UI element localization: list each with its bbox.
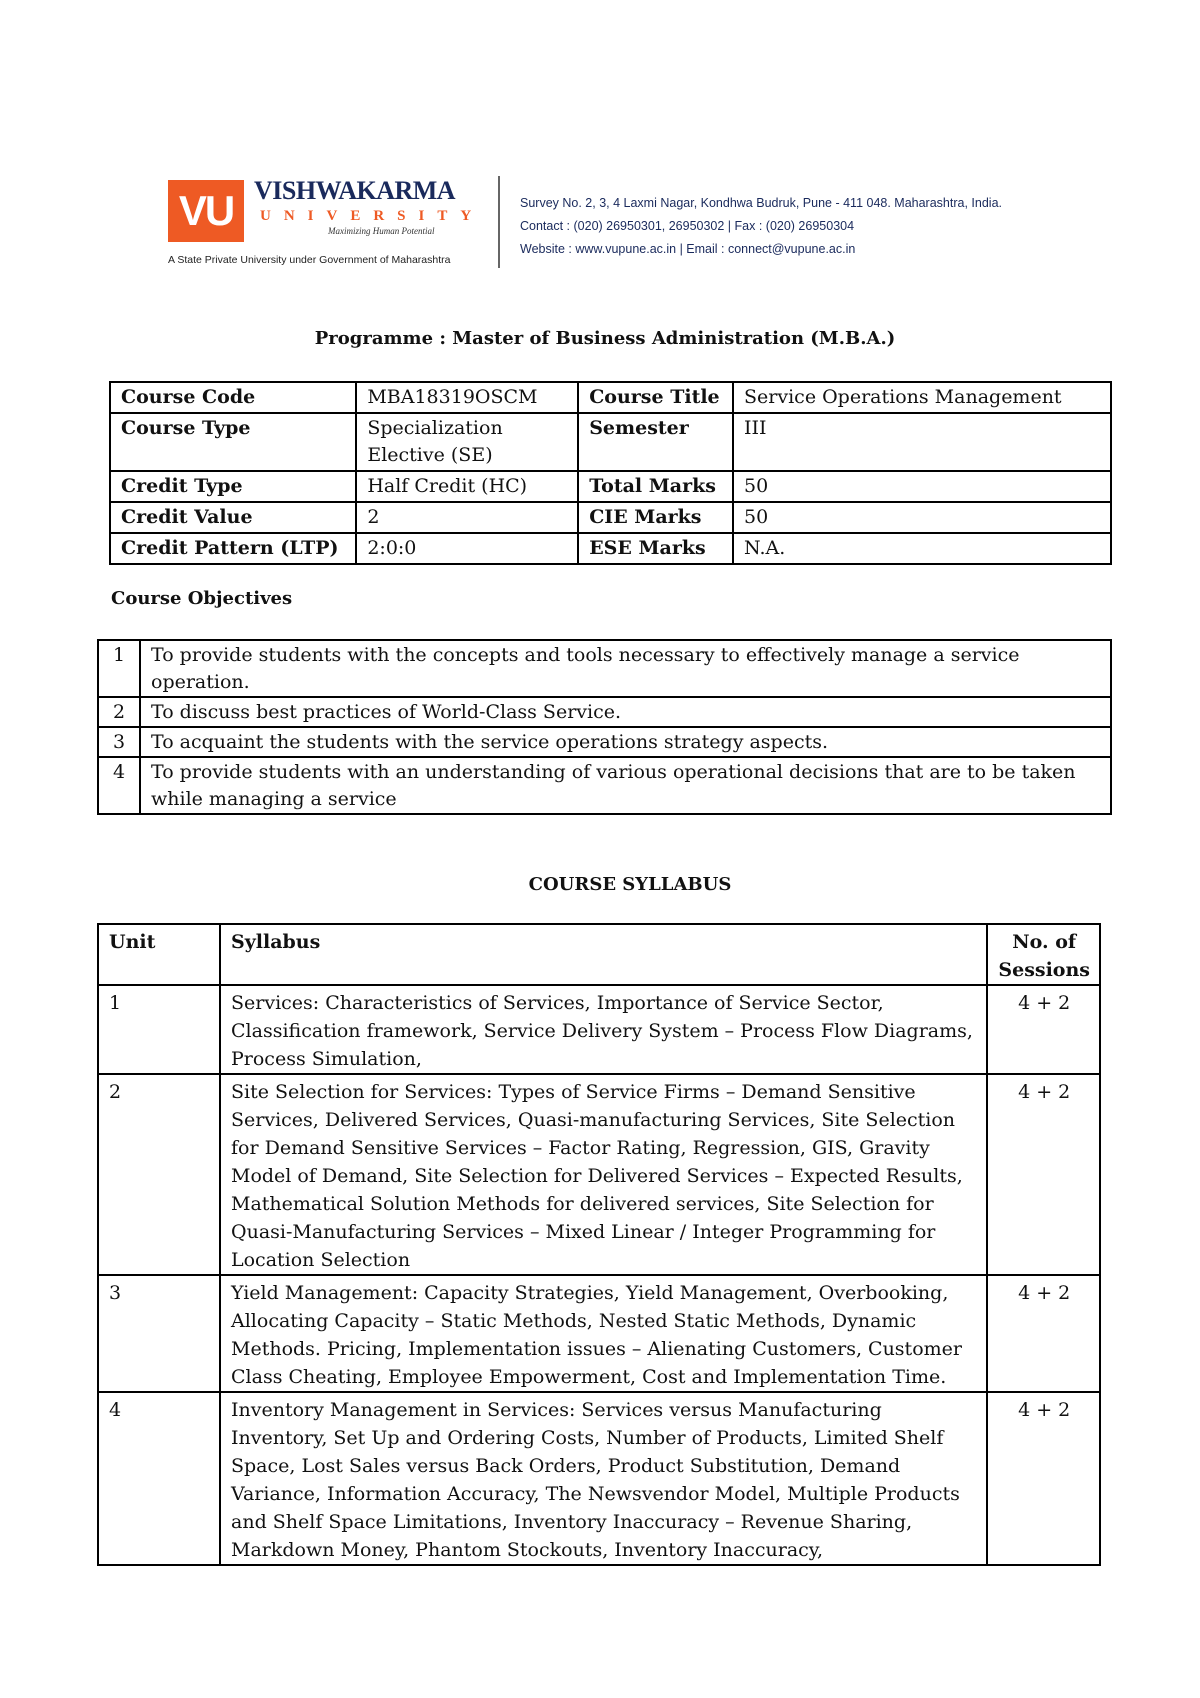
- session-count: 4 + 2: [987, 985, 1100, 1074]
- table-row: [98, 1392, 1100, 1565]
- ese-marks-label: ESE Marks: [578, 533, 733, 564]
- table-row: [110, 382, 1111, 413]
- semester-label: Semester: [578, 413, 733, 471]
- course-title-value: Service Operations Management: [733, 382, 1111, 413]
- unit-number: 2: [98, 1074, 220, 1275]
- letterhead: [168, 172, 1048, 272]
- table-header-row: [98, 924, 1100, 985]
- address-line: Survey No. 2, 3, 4 Laxmi Nagar, Kondhwa Budruk, Pune - 411 048. Maharashtra, India.: [520, 196, 1002, 210]
- university-status-line: A State Private University under Government of Maharashtra: [168, 254, 451, 266]
- table-row: [98, 1275, 1100, 1392]
- university-logo: VU: [168, 180, 244, 242]
- objective-number: 1: [98, 640, 140, 697]
- table-row: [98, 697, 1111, 727]
- table-row: [110, 502, 1111, 533]
- objective-number: 2: [98, 697, 140, 727]
- objective-number: 4: [98, 757, 140, 814]
- table-row: [110, 471, 1111, 502]
- website-line: Website : www.vupune.ac.in | Email : connect@vupune.ac.in: [520, 242, 856, 256]
- table-row: [98, 727, 1111, 757]
- course-title-label: Course Title: [578, 382, 733, 413]
- unit-header: Unit: [98, 924, 220, 985]
- objective-number: 3: [98, 727, 140, 757]
- session-count: 4 + 2: [987, 1392, 1100, 1565]
- university-tagline: Maximizing Human Potential: [328, 226, 435, 236]
- credit-pattern-value: 2:0:0: [356, 533, 578, 564]
- unit-number: 3: [98, 1275, 220, 1392]
- course-code-label: Course Code: [110, 382, 356, 413]
- objectives-title: Course Objectives: [111, 588, 293, 609]
- university-name: VISHWAKARMA: [254, 176, 456, 205]
- unit-number: 4: [98, 1392, 220, 1565]
- cie-marks-label: CIE Marks: [578, 502, 733, 533]
- contact-line: Contact : (020) 26950301, 26950302 | Fax : (020) 26950304: [520, 219, 855, 233]
- credit-value-label: Credit Value: [110, 502, 356, 533]
- table-row: [98, 757, 1111, 814]
- credit-type-value: Half Credit (HC): [356, 471, 578, 502]
- table-row: [110, 533, 1111, 564]
- syllabus-title: COURSE SYLLABUS: [528, 874, 732, 895]
- syllabus-content: Inventory Management in Services: Services versus Manufacturing Inventory, Set Up and Ordering Costs, Number of Products, Limited Shelf Space, Lost Sales versus Back Orders, Product Substitution, Demand Variance, Information Accuracy, The Newsvendor Model, Multiple Products and Shelf Space Limitations, Inventory Inaccuracy – Revenue Sharing, Markdown Money, Phantom Stockouts, Inventory Inaccuracy,: [220, 1392, 987, 1565]
- syllabus-table: [97, 923, 1101, 1566]
- objective-text: To acquaint the students with the service operations strategy aspects.: [140, 727, 1111, 757]
- course-code-value: MBA18319OSCM: [356, 382, 578, 413]
- table-row: [98, 1074, 1100, 1275]
- ese-marks-value: N.A.: [733, 533, 1111, 564]
- programme-title: Programme : Master of Business Administration (M.B.A.): [314, 328, 896, 349]
- syllabus-content: Services: Characteristics of Services, Importance of Service Sector, Classification framework, Service Delivery System – Process Flow Diagrams, Process Simulation,: [220, 985, 987, 1074]
- objective-text: To provide students with an understanding of various operational decisions that are to be taken while managing a service: [140, 757, 1111, 814]
- cie-marks-value: 50: [733, 502, 1111, 533]
- objective-text: To discuss best practices of World-Class Service.: [140, 697, 1111, 727]
- course-type-label: Course Type: [110, 413, 356, 471]
- table-row: [110, 413, 1111, 471]
- objectives-table: [97, 639, 1112, 815]
- course-info-table: [109, 381, 1112, 565]
- semester-value: III: [733, 413, 1111, 471]
- session-count: 4 + 2: [987, 1275, 1100, 1392]
- syllabus-content: Site Selection for Services: Types of Service Firms – Demand Sensitive Services, Delivered Services, Quasi-manufacturing Services, Site Selection for Demand Sensitive Services – Factor Rating, Regression, GIS, Gravity Model of Demand, Site Selection for Delivered Services – Expected Results, Mathematical Solution Methods for delivered services, Site Selection for Quasi-Manufacturing Services – Mixed Linear / Integer Programming for Location Selection: [220, 1074, 987, 1275]
- objective-text: To provide students with the concepts and tools necessary to effectively manage a service operation.: [140, 640, 1111, 697]
- credit-pattern-label: Credit Pattern (LTP): [110, 533, 356, 564]
- credit-type-label: Credit Type: [110, 471, 356, 502]
- table-row: [98, 985, 1100, 1074]
- syllabus-header: Syllabus: [220, 924, 987, 985]
- session-count: 4 + 2: [987, 1074, 1100, 1275]
- total-marks-label: Total Marks: [578, 471, 733, 502]
- university-word: UNIVERSITY: [260, 208, 485, 224]
- syllabus-content: Yield Management: Capacity Strategies, Yield Management, Overbooking, Allocating Capacity – Static Methods, Nested Static Methods, Dynamic Methods. Pricing, Implementation issues – Alienating Customers, Customer Class Cheating, Employee Empowerment, Cost and Implementation Time.: [220, 1275, 987, 1392]
- course-type-value: Specialization Elective (SE): [356, 413, 578, 471]
- total-marks-value: 50: [733, 471, 1111, 502]
- table-row: [98, 640, 1111, 697]
- header-divider: [498, 176, 500, 268]
- credit-value-value: 2: [356, 502, 578, 533]
- contact-block: [520, 192, 1002, 261]
- unit-number: 1: [98, 985, 220, 1074]
- sessions-header: No. of Sessions: [987, 924, 1100, 985]
